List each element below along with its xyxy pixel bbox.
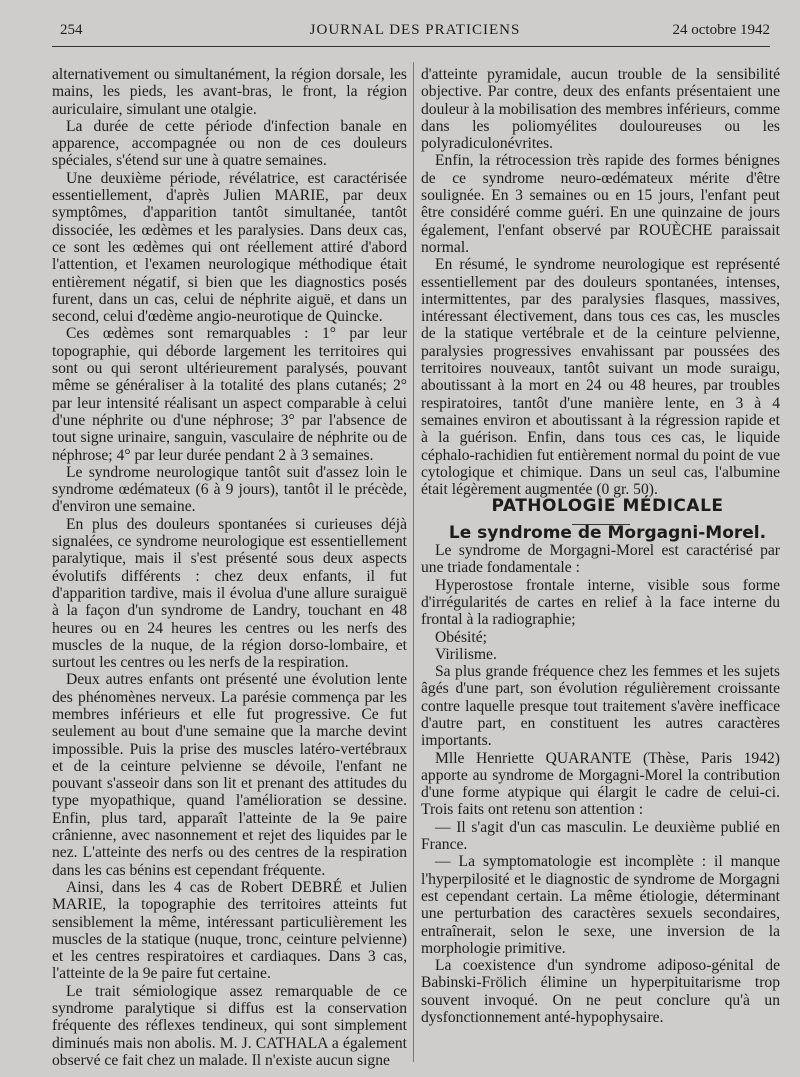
list-item: — La symptomatologie est incomplète : il manque l'hyperpilosité et le diagnostic de syndrome de Morgagni est cependant certain. La même étiologie, déterminant une perturbation des caractères sexuels secondaires, entraînerait, selon le sexe, une inversion de la morphologie primitive. bbox=[421, 853, 780, 957]
list-item: — Il s'agit d'un cas masculin. Le deuxième publié en France. bbox=[421, 818, 780, 854]
paragraph: Le syndrome neurologique tantôt suit d'assez loin le syndrome œdémateux (6 à 9 jours), tantôt il le précède, d'environ une semaine. bbox=[52, 463, 407, 516]
paragraph: La durée de cette période d'infection banale en apparence, accompagnée ou non de ces douleurs spéciales, s'étend sur une à quatre semaines. bbox=[52, 117, 407, 170]
right-column bbox=[421, 66, 780, 1026]
section-heading: PATHOLOGIE MÉDICALE bbox=[491, 496, 724, 517]
paragraph: La coexistence d'un syndrome adiposo-génital de Babinski-Frölich élimine un hyperpituitarisme trop souvent invoqué. On ne peut conclure qu'à un dysfonctionnement anté-hypophysaire. bbox=[421, 957, 780, 1027]
issue-date: 24 octobre 1942 bbox=[672, 22, 770, 38]
header-rule bbox=[52, 46, 770, 47]
paragraph: Ces œdèmes sont remarquables : 1° par leur topographie, qui déborde largement les territoires qui sont ou qui seront ultérieurement paralysés, pouvant même se généraliser à la totalité des plans cutanés; 2° par leur intensité réalisant un aspect comparable à celui d'une néphrite ou d'une néphrose; 3° par l'absence de tout signe urinaire, sanguin, vasculaire de néphrite ou de néphrose; 4° par leur durée pendant 2 à 3 semaines. bbox=[52, 325, 407, 464]
paragraph: Enfin, la rétrocession très rapide des formes bénignes de ce syndrome neuro-œdémateux mérite d'être soulignée. En 3 semaines ou en 15 jours, l'enfant peut être considéré comme guéri. En une quinzaine de jours également, l'enfant observé par ROUÈCHE paraissait normal. bbox=[421, 152, 780, 256]
page-number: 254 bbox=[60, 22, 83, 38]
paragraph: Le syndrome de Morgagni-Morel est caractérisé par une triade fondamentale : bbox=[421, 542, 780, 577]
paragraph: d'atteinte pyramidale, aucun trouble de la sensibilité objective. Par contre, deux des enfants présentaient une douleur à la mobilisation des membres inférieurs, comme dans les poliomyélites douloureuses ou les polyradiculonévrites. bbox=[421, 66, 780, 153]
list-item: Obésité; bbox=[435, 628, 487, 646]
paragraph: Deux autres enfants ont présenté une évolution lente des phénomènes nerveux. La parésie commença par les membres inférieurs et elle fut progressive. Ce fut seulement au bout d'une semaine que la marche devint impossible. Puis la prise des muscles latéro-vertébraux et de la ceinture pelvienne se dévoile, l'enfant ne pouvant s'asseoir dans son lit et prenant des attitudes du type myopathique, quand l'amélioration se dessine. Enfin, plus tard, apparaît l'atteinte de la 9e paire crânienne, avec nasonnement et rejet des liquides par le nez. L'atteinte des nerfs ou des centres de la respiration dans les cas bénins est cependant fréquente. bbox=[52, 671, 407, 879]
list-item: Hyperostose frontale interne, visible sous forme d'irrégularités de cartes en relief à la face interne du frontal à la radiographie; bbox=[421, 576, 780, 629]
paragraph: Sa plus grande fréquence chez les femmes et les sujets âgés d'une part, son évolution régulièrement croissante contre laquelle presque tout traitement s'avère inefficace d'autre part, en constituent les autres caractères importants. bbox=[421, 663, 780, 750]
paragraph: alternativement ou simultanément, la région dorsale, les mains, les pieds, les avant-bras, le front, la région auriculaire, simulant une otalgie. bbox=[52, 66, 407, 118]
left-column bbox=[52, 66, 407, 1069]
journal-title: JOURNAL DES PRATICIENS bbox=[309, 22, 521, 38]
paragraph: En résumé, le syndrome neurologique est représenté essentiellement par des douleurs spontanées, intenses, intermittentes, par des paralysies flasques, massives, intéressant électivement, dans tous ces cas, les muscles de la statique vertébrale et de la ceinture pelvienne, paralysies progressives envahissant par poussées des territoires nouveaux, tantôt suivant un mode suraigu, aboutissant à la mort en 24 ou 48 heures, par troubles respiratoires, tantôt d'une manière lente, en 3 à 4 semaines environ et aboutissant à la régression rapide et à la guérison. Enfin, dans tous ces cas, le liquide céphalo-rachidien fut entièrement normal du point de vue cytologique et chimique. Dans un seul cas, l'albumine était légèrement augmentée (0 gr. 50). bbox=[421, 256, 780, 499]
article-title: Le syndrome de Morgagni-Morel. bbox=[448, 522, 767, 543]
list-item: Virilisme. bbox=[435, 645, 497, 663]
paragraph: Mlle Henriette QUARANTE (Thèse, Paris 1942) apporte au syndrome de Morgagni-Morel la contribution d'une forme atypique qui élargit le cadre de celui-ci. Trois faits ont retenu son attention : bbox=[421, 749, 780, 819]
paragraph: En plus des douleurs spontanées si curieuses déjà signalées, ce syndrome neurologique est essentiellement paralytique, mais il s'est présenté sous deux aspects évolutifs différents : chez deux enfants, il fut d'apparition tardive, mais il évolua d'une allure suraiguë à la façon d'un syndrome de Landry, touchant en 48 heures ou en 24 heures les centres ou les nerfs des muscles de la nuque, de la région dorso-lombaire, et surtout les centres ou les nerfs de la respiration. bbox=[52, 515, 407, 672]
paragraph: Une deuxième période, révélatrice, est caractérisée essentiellement, d'après Julien MARIE, par deux symptômes, d'apparition tantôt simultanée, tantôt dissociée, les œdèmes et les paralysies. Dans deux cas, ce sont les œdèmes qui ont réellement attiré d'abord l'attention, et l'examen neurologique méthodique était entièrement négatif, si bien que les diagnostics posés furent, dans un cas, celui de néphrite aiguë, et dans un second, celui d'œdème angio-neurotique de Quincke. bbox=[52, 169, 407, 326]
paragraph: Le trait sémiologique assez remarquable de ce syndrome paralytique si diffus est la conservation fréquente des réflexes tendineux, qui sont simplement diminués mais non abolis. M. J. CATHALA a également observé ce fait chez un malade. Il n'existe aucun signe bbox=[52, 982, 407, 1069]
page-header bbox=[60, 22, 770, 44]
column-divider bbox=[413, 62, 414, 1062]
paragraph: Ainsi, dans les 4 cas de Robert DEBRÉ et Julien MARIE, la topographie des territoires atteints fut sensiblement la même, intéressant particulièrement les muscles de la statique (nuque, tronc, ceinture pelvienne) et les centres respiratoires et cardiaques. Dans 3 cas, l'atteinte de la 9e paire fut certaine. bbox=[52, 878, 407, 983]
